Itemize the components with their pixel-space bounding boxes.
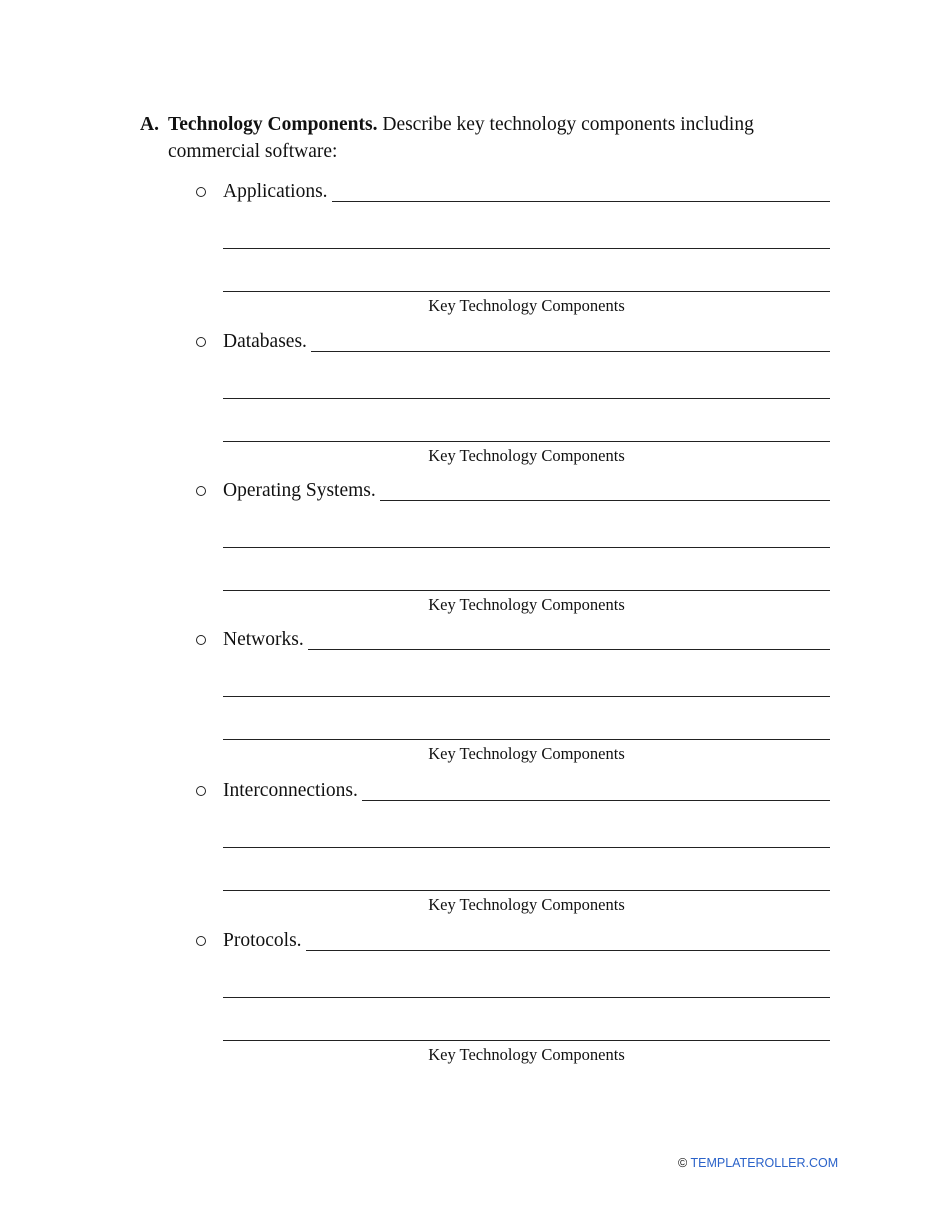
footer-credit: [678, 1156, 838, 1170]
list-item-protocols: [196, 927, 830, 1065]
blank-line[interactable]: [308, 649, 830, 650]
circle-bullet-icon: [196, 635, 206, 645]
item-label: Networks.: [223, 629, 304, 650]
list-item-interconnections: [196, 777, 830, 915]
list-item-databases: [196, 328, 830, 466]
item-label: Databases.: [223, 331, 307, 352]
circle-bullet-icon: [196, 187, 206, 197]
section-description: Describe key technology components including commercial software:: [168, 114, 754, 162]
item-caption: Key Technology Components: [428, 296, 625, 315]
list-item-applications: [196, 178, 830, 316]
blank-line[interactable]: [223, 890, 830, 891]
blank-line[interactable]: [223, 398, 830, 399]
blank-line[interactable]: [223, 291, 830, 292]
blank-line[interactable]: [223, 441, 830, 442]
list-item-operating-systems: [196, 477, 830, 615]
item-caption: Key Technology Components: [428, 895, 625, 914]
item-label: Applications.: [223, 181, 328, 202]
circle-bullet-icon: [196, 936, 206, 946]
blank-line[interactable]: [306, 950, 830, 951]
item-caption: Key Technology Components: [428, 1045, 625, 1064]
section-number: A.: [140, 114, 159, 135]
blank-line[interactable]: [223, 696, 830, 697]
item-label: Operating Systems.: [223, 480, 376, 501]
item-label: Protocols.: [223, 930, 302, 951]
item-caption: Key Technology Components: [428, 595, 625, 614]
circle-bullet-icon: [196, 786, 206, 796]
blank-line[interactable]: [223, 997, 830, 998]
item-label: Interconnections.: [223, 780, 358, 801]
copyright-symbol: ©: [678, 1156, 688, 1170]
section-heading: [140, 111, 820, 165]
item-caption: Key Technology Components: [428, 446, 625, 465]
blank-line[interactable]: [362, 800, 830, 801]
blank-line[interactable]: [223, 547, 830, 548]
blank-line[interactable]: [223, 847, 830, 848]
blank-line[interactable]: [223, 248, 830, 249]
item-caption: Key Technology Components: [428, 744, 625, 763]
circle-bullet-icon: [196, 337, 206, 347]
blank-line[interactable]: [311, 351, 830, 352]
templateroller-link[interactable]: TEMPLATEROLLER.COM: [690, 1156, 839, 1170]
circle-bullet-icon: [196, 486, 206, 496]
blank-line[interactable]: [223, 590, 830, 591]
blank-line[interactable]: [332, 201, 830, 202]
section-title: Technology Components.: [168, 114, 378, 135]
blank-line[interactable]: [223, 1040, 830, 1041]
list-item-networks: [196, 626, 830, 764]
blank-line[interactable]: [380, 500, 830, 501]
blank-line[interactable]: [223, 739, 830, 740]
